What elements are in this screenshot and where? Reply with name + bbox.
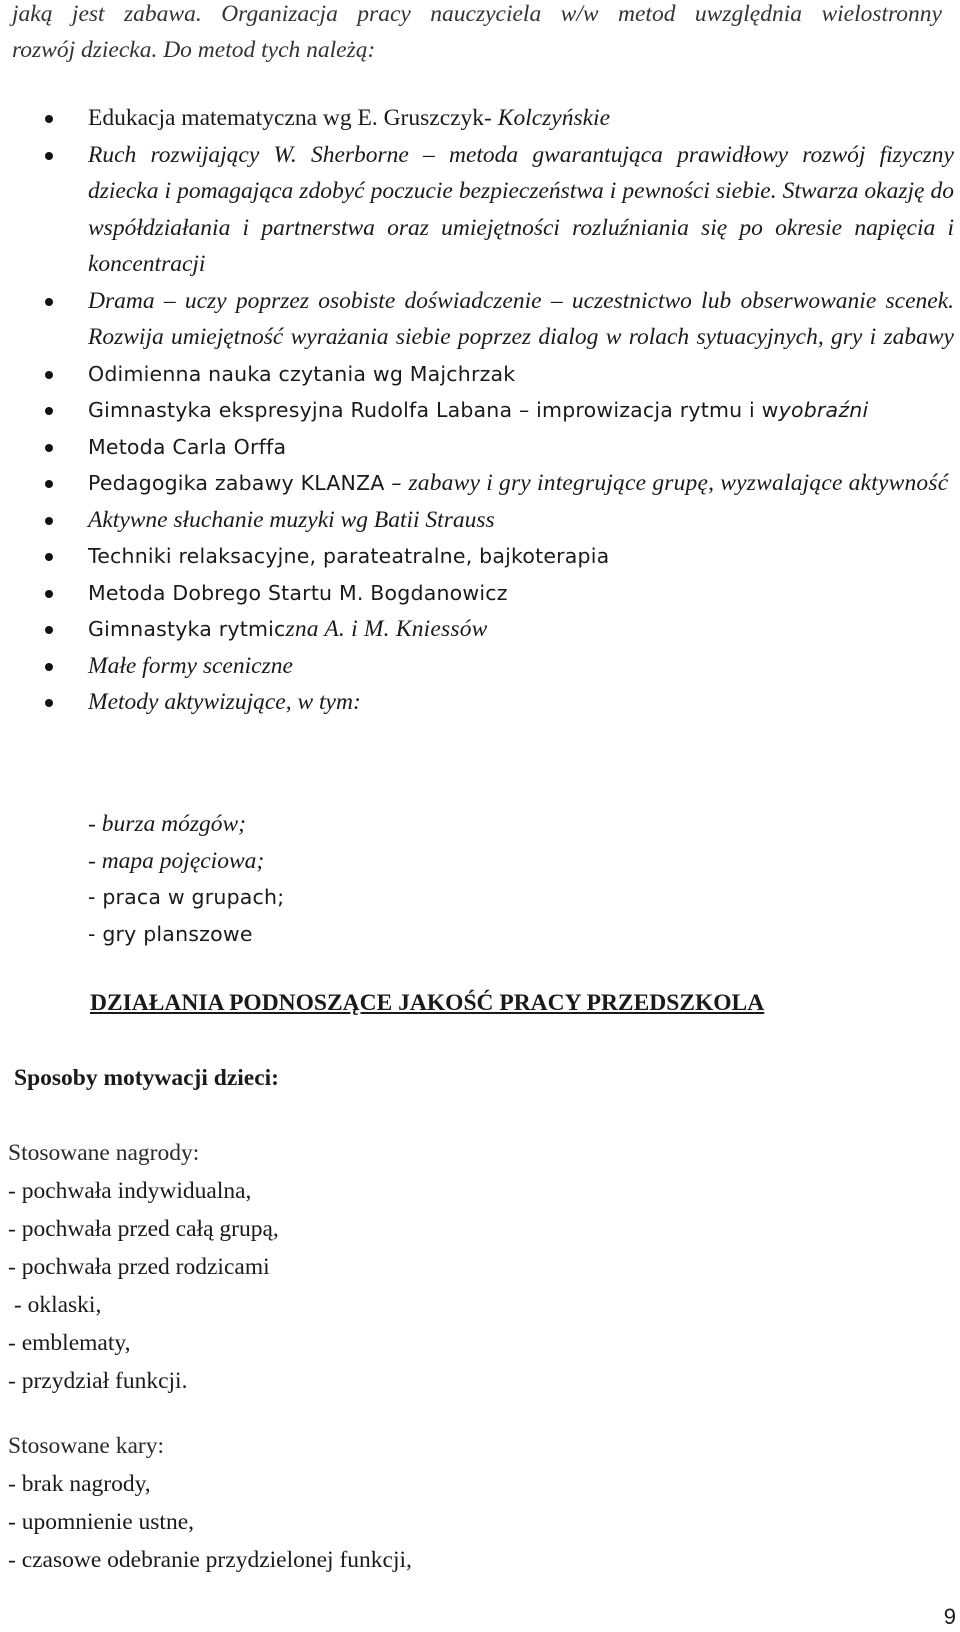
list-item: Ruch rozwijający W. Sherborne – metoda gwarantująca prawidłowy rozwój fizyczny dziecka i pomagająca zdobyć poczucie bezpieczeństwa i pewności siebie. Stwarza okazję do współdziałania i partnerstwa oraz umiejętności rozluźniania się po okresie napięcia i koncentracji xyxy=(0,137,958,283)
sublist-item: - praca w grupach; xyxy=(88,885,285,909)
intro-paragraph xyxy=(12,0,942,68)
active-methods-sublist xyxy=(88,806,284,952)
rewards-item: - oklaski, xyxy=(8,1292,102,1318)
motivation-heading: Sposoby motywacji dzieci: xyxy=(14,1065,280,1091)
sublist-item: - gry planszowe xyxy=(88,921,253,946)
list-item: Pedagogika zabawy KLANZA – zabawy i gry integrujące grupę, wyzwalające aktywność xyxy=(0,465,958,502)
list-item: Techniki relaksacyjne, parateatralne, bajkoterapia xyxy=(0,538,958,575)
penalties-item: - upomnienie ustne, xyxy=(8,1509,195,1535)
penalties-block xyxy=(8,1427,412,1579)
list-item: Drama – uczy poprzez osobiste doświadczenie – uczestnictwo lub obserwowanie scenek. Rozwija umiejętność wyrażania siebie poprzez dialog w rolach sytuacyjnych, gry i zabawy xyxy=(0,283,958,356)
penalties-label: Stosowane kary: xyxy=(8,1433,164,1459)
list-item: Gimnastyka rytmiczna A. i M. Kniessów xyxy=(0,611,958,648)
penalties-item: - czasowe odebranie przydzielonej funkcji, xyxy=(8,1547,412,1573)
page-number: 9 xyxy=(943,1604,956,1629)
list-item: Metoda Dobrego Startu M. Bogdanowicz xyxy=(0,575,958,612)
methods-list xyxy=(0,100,958,721)
list-item: Małe formy sceniczne xyxy=(0,648,958,685)
rewards-item: - przydział funkcji. xyxy=(8,1368,188,1394)
intro-line: jaką jest zabawa. Organizacja pracy nauczyciela w/w metod uwzględnia wielostronny xyxy=(12,1,942,27)
list-item: Metody aktywizujące, w tym: xyxy=(0,684,958,721)
rewards-item: - emblematy, xyxy=(8,1330,131,1356)
rewards-item: - pochwała przed rodzicami xyxy=(8,1254,270,1280)
rewards-block xyxy=(8,1134,279,1400)
section-heading: DZIAŁANIA PODNOSZĄCE JAKOŚĆ PRACY PRZEDSZKOLA xyxy=(90,990,765,1016)
intro-line: rozwój dziecka. Do metod tych należą: xyxy=(12,37,376,63)
list-item: Gimnastyka ekspresyjna Rudolfa Labana – improwizacja rytmu i wyobraźni xyxy=(0,392,958,429)
sublist-item: - burza mózgów; xyxy=(88,811,246,837)
rewards-item: - pochwała indywidualna, xyxy=(8,1178,252,1204)
list-item: Aktywne słuchanie muzyki wg Batii Strauss xyxy=(0,502,958,539)
list-item: Odimienna nauka czytania wg Majchrzak xyxy=(0,356,958,393)
list-item: Edukacja matematyczna wg E. Gruszczyk- Kolczyńskie xyxy=(0,100,958,137)
rewards-label: Stosowane nagrody: xyxy=(8,1140,200,1166)
sublist-item: - mapa pojęciowa; xyxy=(88,847,265,874)
penalties-item: - brak nagrody, xyxy=(8,1471,151,1497)
rewards-item: - pochwała przed całą grupą, xyxy=(8,1216,279,1242)
list-item: Metoda Carla Orffa xyxy=(0,429,958,466)
